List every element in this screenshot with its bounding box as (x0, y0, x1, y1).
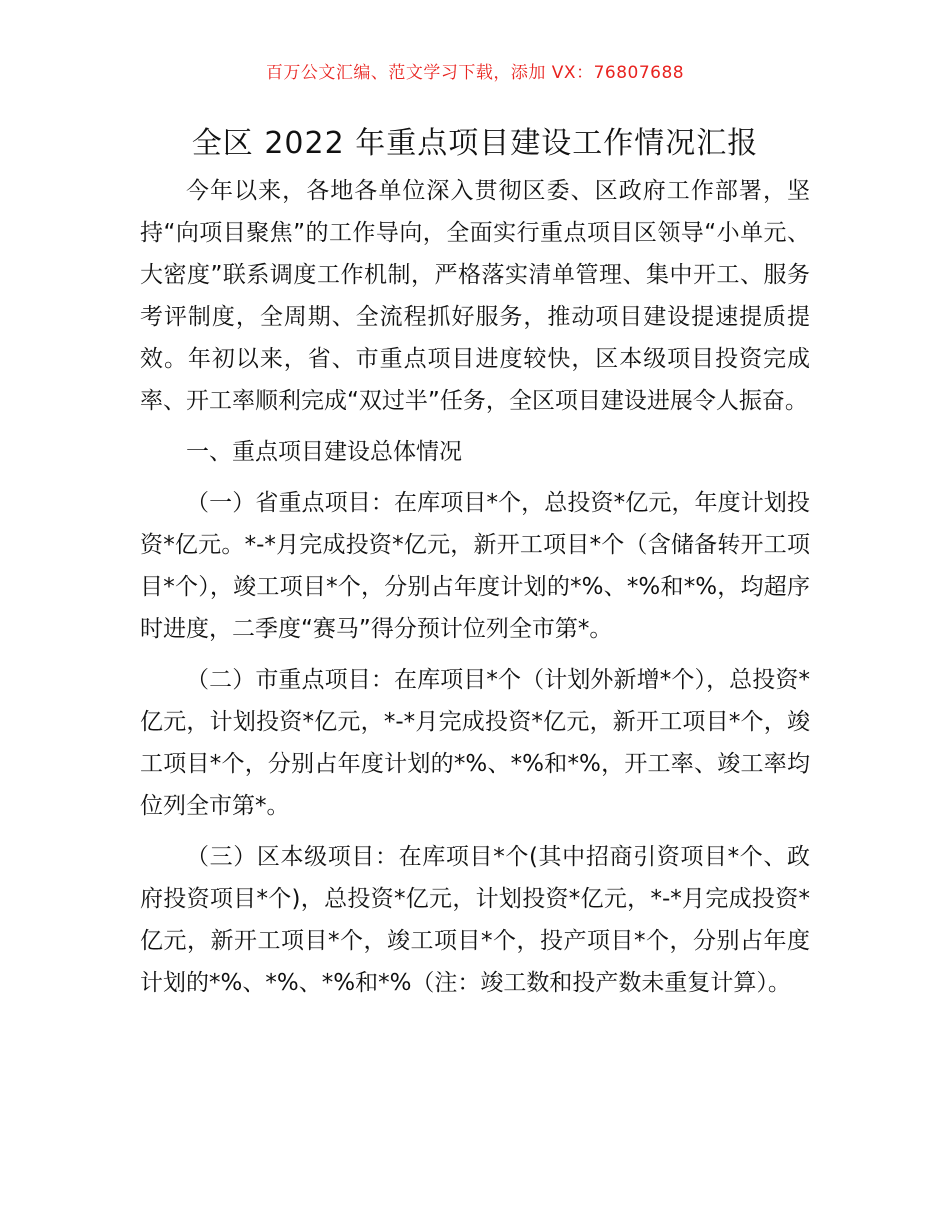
document-body (140, 170, 810, 1013)
district-projects-paragraph: （三）区本级项目：在库项目*个(其中招商引资项目*个、政府投资项目*个)，总投资*亿元，计划投资*亿元，*-*月完成投资*亿元，新开工项目*个，竣工项目*个，投产项目*个，分别占年度计划的*%、*%、*%和*%（注：竣工数和投产数未重复计算）。 (140, 844, 810, 996)
intro-paragraph: 今年以来，各地各单位深入贯彻区委、区政府工作部署，坚持“向项目聚焦”的工作导向，全面实行重点项目区领导“小单元、大密度”联系调度工作机制，严格落实清单管理、集中开工、服务考评制度，全周期、全流程抓好服务，推动项目建设提速提质提效。年初以来，省、市重点项目进度较快，区本级项目投资完成率、开工率顺利完成“双过半”任务，全区项目建设进展令人振奋。 (140, 178, 810, 414)
watermark-banner: 百万公文汇编、范文学习下载，添加 VX：76807688 (265, 63, 685, 83)
document-title: 全区 2022 年重点项目建设工作情况汇报 (191, 126, 759, 161)
city-projects-paragraph: （二）市重点项目：在库项目*个（计划外新增*个），总投资*亿元，计划投资*亿元，*-*月完成投资*亿元，新开工项目*个，竣工项目*个，分别占年度计划的*%、*%和*%，开工率、竣工率均位列全市第*。 (140, 667, 810, 819)
provincial-projects-paragraph: （一）省重点项目：在库项目*个，总投资*亿元，年度计划投资*亿元。*-*月完成投资*亿元，新开工项目*个（含储备转开工项目*个），竣工项目*个，分别占年度计划的*%、*%和*%，均超序时进度，二季度“赛马”得分预计位列全市第*。 (140, 490, 810, 642)
section-heading: 一、重点项目建设总体情况 (186, 439, 462, 465)
